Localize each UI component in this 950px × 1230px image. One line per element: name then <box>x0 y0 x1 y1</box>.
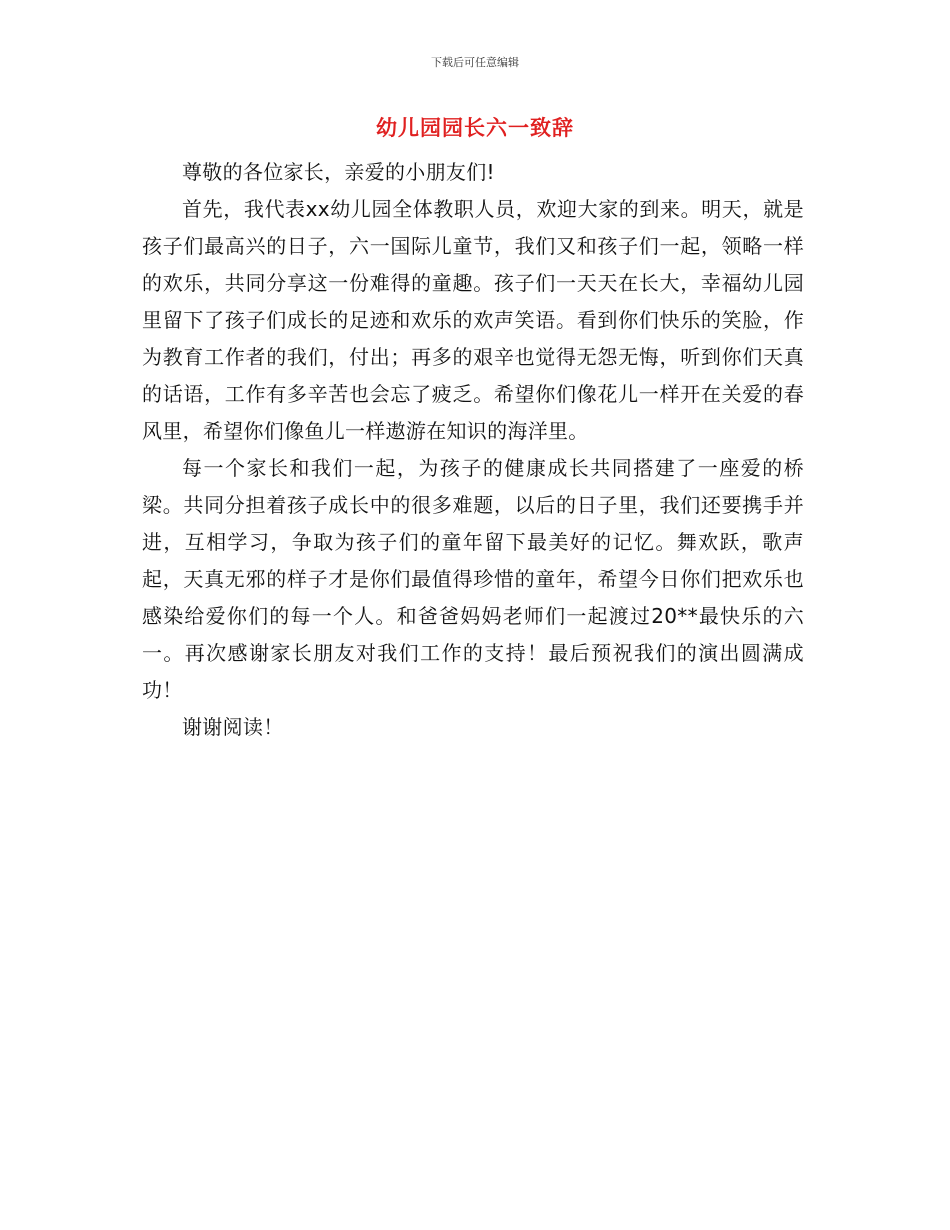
document-body <box>142 154 804 746</box>
greeting-paragraph: 尊敬的各位家长，亲爱的小朋友们! <box>182 160 495 184</box>
document-title: 幼儿园园长六一致辞 <box>376 116 574 140</box>
body-paragraph-1: 首先，我代表xx幼儿园全体教职人员，欢迎大家的到来。明天，就是孩子们最高兴的日子，六一国际儿童节，我们又和孩子们一起，领略一样的欢乐，共同分享这一份难得的童趣。孩子们一天天在长大，幸福幼儿园里留下了孩子们成长的足迹和欢乐的欢声笑语。看到你们快乐的笑脸，作为教育工作者的我们，付出；再多的艰辛也觉得无怨无悔，听到你们天真的话语，工作有多辛苦也会忘了疲乏。希望你们像花儿一样开在关爱的春风里，希望你们像鱼儿一样遨游在知识的海洋里。 <box>142 197 804 443</box>
header-note: 下载后可任意编辑 <box>431 56 519 69</box>
closing-paragraph: 谢谢阅读！ <box>182 715 284 739</box>
body-paragraph-2: 每一个家长和我们一起，为孩子的健康成长共同搭建了一座爱的桥梁。共同分担着孩子成长中的很多难题，以后的日子里，我们还要携手并进，互相学习，争取为孩子们的童年留下最美好的记忆。舞欢跃，歌声起，天真无邪的样子才是你们最值得珍惜的童年，希望今日你们把欢乐也感染给爱你们的每一个人。和爸爸妈妈老师们一起渡过20**最快乐的六一。再次感谢家长朋友对我们工作的支持！最后预祝我们的演出圆满成功！ <box>142 456 804 702</box>
